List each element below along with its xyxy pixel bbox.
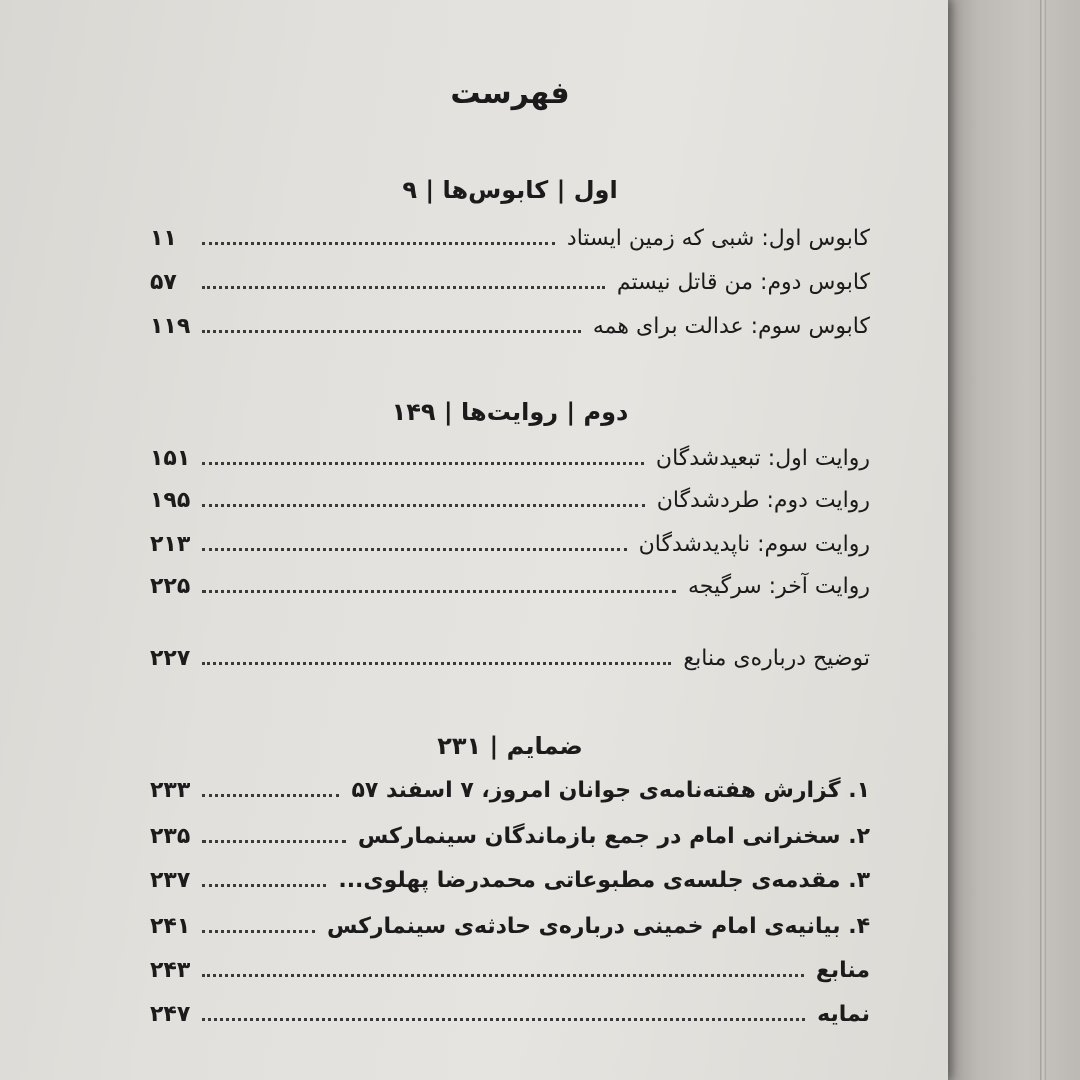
entry-title: توضیح درباره‌ی منابع (683, 645, 870, 671)
entry-page: ۲۳۵ (150, 823, 191, 849)
entry-title: روایت سوم: ناپدیدشدگان (638, 531, 870, 557)
entry-page: ۲۴۷ (150, 1001, 191, 1027)
dot-leader (202, 884, 326, 887)
dot-leader (202, 504, 644, 507)
toc-entry (150, 906, 870, 946)
entry-title: منابع (815, 957, 870, 983)
toc-entry (150, 218, 870, 258)
entry-title: ۲. سخنرانی امام در جمع بازماندگان سینمارکس (357, 823, 870, 849)
toc-entry (150, 816, 870, 856)
entry-title: روایت آخر: سرگیجه (687, 573, 870, 599)
facing-page-edge (945, 0, 1080, 1080)
dot-leader (202, 662, 671, 665)
entry-page: ۱۵۱ (150, 445, 191, 471)
entry-page: ۲۳۳ (150, 777, 191, 803)
dot-leader (202, 330, 581, 333)
entry-title: نمایه (817, 1001, 870, 1027)
entry-title: ۳. مقدمه‌ی جلسه‌ی مطبوعاتی محمدرضا پهلوی... (338, 867, 870, 893)
table-of-contents (150, 0, 870, 1080)
dot-leader (202, 794, 339, 797)
entry-page: ۲۲۷ (150, 645, 191, 671)
dot-leader (202, 242, 555, 245)
toc-entry (150, 860, 870, 900)
part1-heading: اول | کابوس‌ها | ۹ (402, 176, 618, 204)
entry-page: ۱۱ (150, 225, 177, 251)
toc-entry (150, 566, 870, 606)
toc-title: فهرست (450, 76, 570, 111)
appendices-heading: ضمایم | ۲۳۱ (437, 732, 583, 760)
entry-page: ۱۱۹ (150, 313, 191, 339)
entry-title: کابوس اول: شبی که زمین ایستاد (566, 225, 870, 251)
dot-leader (202, 286, 605, 289)
part2-heading: دوم | روایت‌ها | ۱۴۹ (391, 398, 629, 426)
dot-leader (202, 548, 626, 551)
entry-page: ۲۴۱ (150, 913, 191, 939)
dot-leader (202, 974, 804, 977)
entry-title: کابوس سوم: عدالت برای همه (592, 313, 870, 339)
dot-leader (202, 462, 644, 465)
entry-page: ۲۲۵ (150, 573, 191, 599)
entry-page: ۲۳۷ (150, 867, 191, 893)
toc-entry-sources-note (150, 638, 870, 678)
toc-entry (150, 994, 870, 1034)
entry-title: روایت دوم: طردشدگان (656, 487, 870, 513)
dot-leader (202, 590, 676, 593)
entry-title: ۴. بیانیه‌ی امام خمینی درباره‌ی حادثه‌ی سینمارکس (327, 913, 870, 939)
toc-entry (150, 262, 870, 302)
entry-page: ۲۱۳ (150, 531, 191, 557)
dot-leader (202, 930, 315, 933)
page-seam (1040, 0, 1046, 1080)
toc-entry (150, 438, 870, 478)
toc-entry (150, 306, 870, 346)
toc-entry (150, 524, 870, 564)
entry-title: روایت اول: تبعیدشدگان (655, 445, 870, 471)
entry-page: ۲۴۳ (150, 957, 191, 983)
entry-page: ۵۷ (150, 269, 177, 295)
toc-entry (150, 480, 870, 520)
dot-leader (202, 1018, 805, 1021)
entry-title: کابوس دوم: من قاتل نیستم (616, 269, 870, 295)
toc-entry (150, 770, 870, 810)
entry-title: ۱. گزارش هفته‌نامه‌ی جوانان امروز، ۷ اسفند ۵۷ (351, 777, 870, 803)
entry-page: ۱۹۵ (150, 487, 191, 513)
toc-entry (150, 950, 870, 990)
dot-leader (202, 840, 346, 843)
